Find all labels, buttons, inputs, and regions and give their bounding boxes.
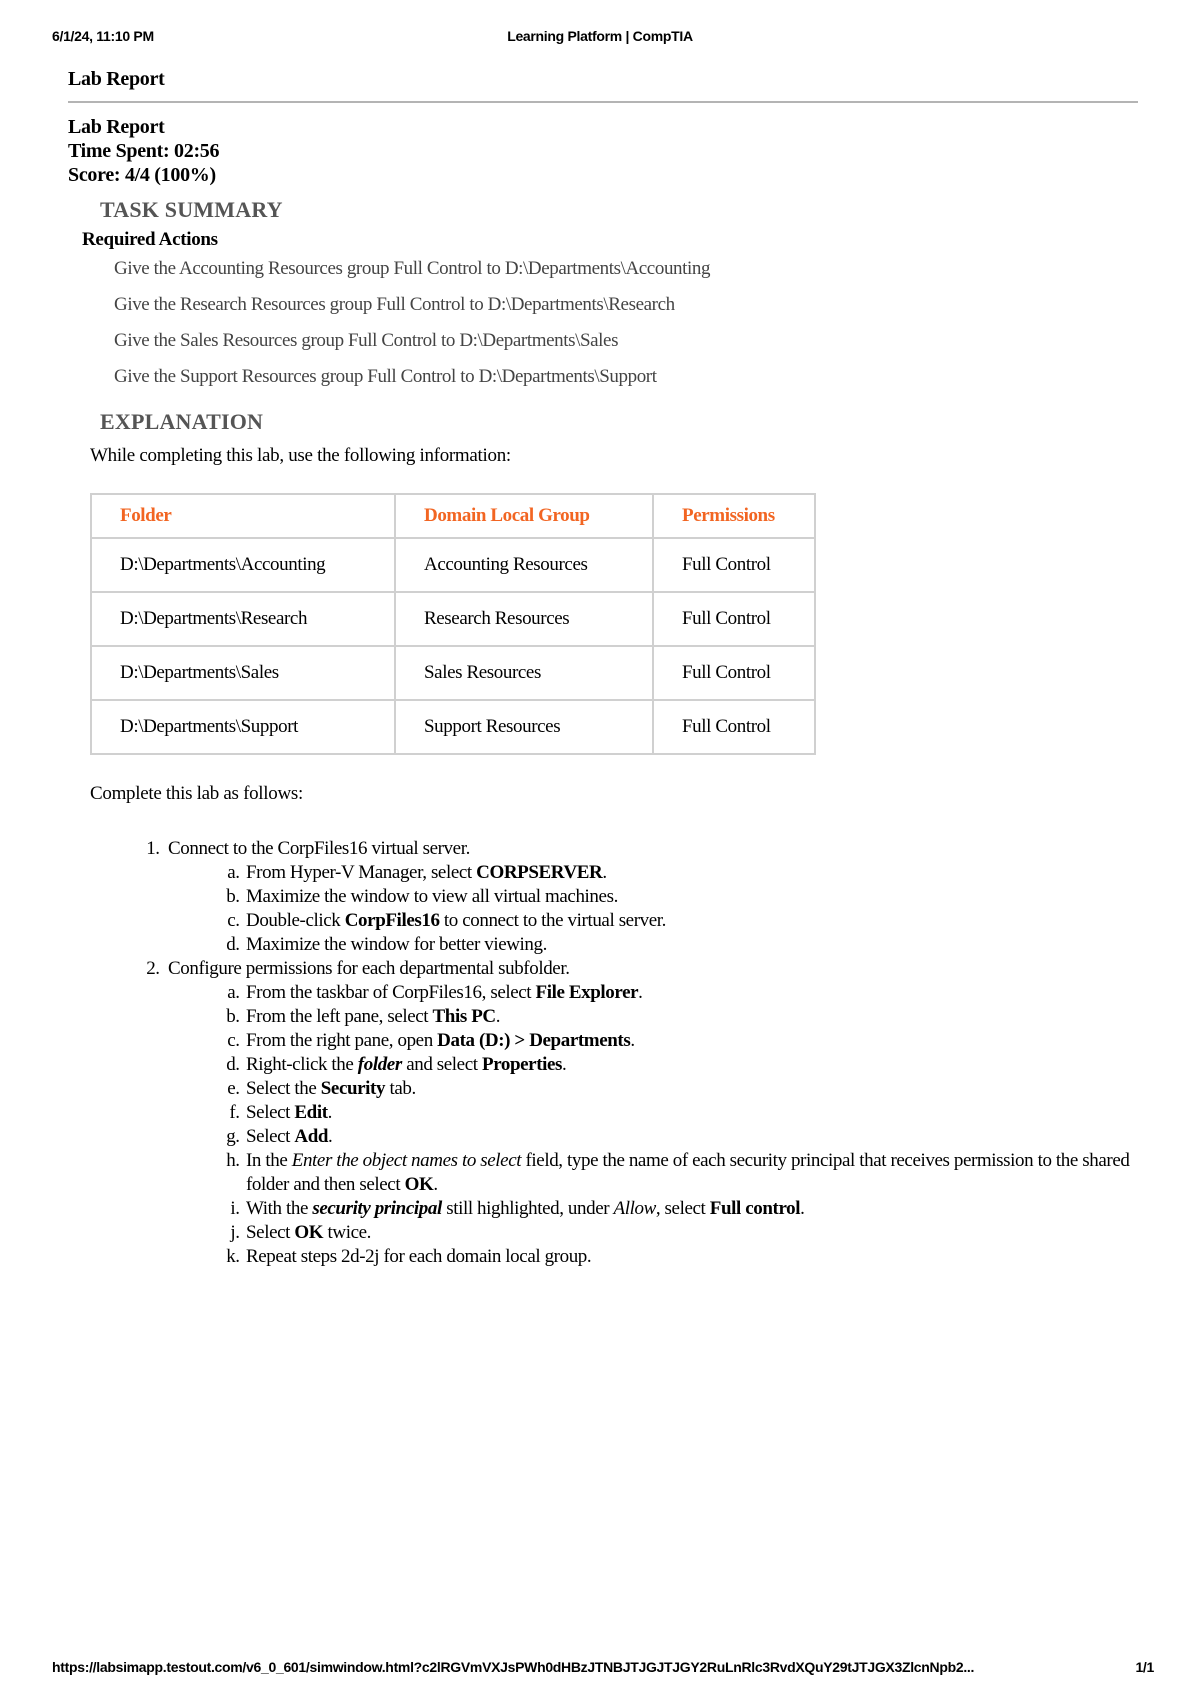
substep-text: , select [655,1198,710,1219]
substep-text: . [495,1006,501,1027]
divider [68,101,1138,103]
substep-text: Security [320,1078,386,1099]
substep-text: Select the [246,1078,321,1099]
print-page-title: Learning Platform | CompTIA [507,28,693,44]
substep-text: From the taskbar of CorpFiles16, select [246,982,536,1003]
column-header-group: Domain Local Group [395,494,653,538]
substep-list [168,981,1138,1269]
cell-folder: D:\Departments\Accounting [91,538,395,592]
substep-text: security principal [312,1198,442,1219]
print-header [0,28,1200,48]
substep-text: This PC [432,1006,496,1027]
substep-text: Maximize the window to view all virtual machines. [246,886,618,907]
table-row [91,646,815,700]
substep-text: Select [246,1126,295,1147]
substep-text: . [630,1030,635,1051]
page-number: 1/1 [1135,1659,1154,1675]
substep-item [244,933,1138,957]
substep-text: Allow [613,1198,656,1219]
substep-text: . [562,1054,567,1075]
substep-text: OK [294,1222,324,1243]
required-action: Give the Research Resources group Full Control to D:\Departments\Research [114,294,675,315]
report-heading: Lab Report [68,68,165,90]
cell-group: Support Resources [395,700,653,754]
required-actions-label: Required Actions [82,229,218,250]
required-action: Give the Support Resources group Full Control to D:\Departments\Support [114,366,657,387]
substep-text: twice. [323,1222,371,1243]
substep-item [244,1053,1138,1077]
substep-text: CORPSERVER [476,862,603,883]
substep-text: CorpFiles16 [344,910,440,931]
substep-item [244,1077,1138,1101]
substep-item [244,909,1138,933]
explanation-intro: While completing this lab, use the following information: [90,445,511,466]
cell-group: Accounting Resources [395,538,653,592]
substep-text: Add [294,1126,329,1147]
cell-folder: D:\Departments\Research [91,592,395,646]
cell-group: Research Resources [395,592,653,646]
substep-text: Edit [294,1102,328,1123]
substep-item [244,981,1138,1005]
substep-text: From the right pane, open [246,1030,438,1051]
task-summary-title: TASK SUMMARY [100,197,283,222]
table-row [91,538,815,592]
substep-item [244,1101,1138,1125]
column-header-folder: Folder [91,494,395,538]
print-footer [0,1659,1200,1679]
substep-item [244,861,1138,885]
info-table [90,493,816,755]
substep-text: field, type the name of each security principal that receives permission to the shared folder and then select [246,1150,1130,1195]
steps-list [68,837,1138,1269]
table-header-row [91,494,815,538]
print-date: 6/1/24, 11:10 PM [52,28,154,44]
substep-text: . [327,1102,332,1123]
table-row [91,592,815,646]
substep-text: From Hyper-V Manager, select [246,862,477,883]
substep-text: OK [404,1174,434,1195]
report-title: Lab Report [68,116,165,138]
substep-text: folder [357,1054,402,1075]
cell-permissions: Full Control [653,538,815,592]
cell-permissions: Full Control [653,646,815,700]
substep-text: . [602,862,607,883]
substep-text: Enter the object names to select [291,1150,522,1171]
lab-report-content [68,68,1138,1269]
report-meta [68,115,1138,187]
substep-text: File Explorer [535,982,639,1003]
substep-list [168,861,1138,957]
explanation-title: EXPLANATION [100,409,264,434]
cell-permissions: Full Control [653,700,815,754]
step-item [164,957,1138,1269]
cell-permissions: Full Control [653,592,815,646]
required-action: Give the Sales Resources group Full Control to D:\Departments\Sales [114,330,619,351]
cell-folder: D:\Departments\Sales [91,646,395,700]
substep-text: Maximize the window for better viewing. [246,934,547,955]
substep-item [244,1125,1138,1149]
substep-text: With the [246,1198,313,1219]
substep-text: Select [246,1222,295,1243]
complete-label: Complete this lab as follows: [90,783,303,804]
step-text: Connect to the CorpFiles16 virtual server. [168,838,470,859]
substep-text: and select [401,1054,482,1075]
substep-text: . [638,982,643,1003]
score: Score: 4/4 (100%) [68,164,216,186]
substep-text: In the [246,1150,292,1171]
column-header-permissions: Permissions [653,494,815,538]
substep-text: Select [246,1102,295,1123]
substep-text: . [800,1198,805,1219]
substep-text: . [433,1174,438,1195]
required-action: Give the Accounting Resources group Full Control to D:\Departments\Accounting [114,258,711,279]
substep-text: Double-click [246,910,345,931]
substep-text: tab. [385,1078,416,1099]
substep-text: . [328,1126,333,1147]
step-text: Configure permissions for each departmental subfolder. [168,958,570,979]
substep-text: to connect to the virtual server. [439,910,667,931]
cell-folder: D:\Departments\Support [91,700,395,754]
substep-text: Full control [709,1198,801,1219]
step-item [164,837,1138,957]
substep-text: Data (D:) > Departments [437,1030,631,1051]
required-actions-list [68,251,1138,395]
substep-item [244,1221,1138,1245]
substep-item [244,1197,1138,1221]
substep-text: Properties [481,1054,563,1075]
table-row [91,700,815,754]
substep-item [244,1245,1138,1269]
cell-group: Sales Resources [395,646,653,700]
substep-text: Repeat steps 2d-2j for each domain local group. [246,1246,592,1267]
substep-text: From the left pane, select [246,1006,433,1027]
substep-text: Right-click the [246,1054,358,1075]
substep-item [244,885,1138,909]
time-spent: Time Spent: 02:56 [68,140,220,162]
print-url: https://labsimapp.testout.com/v6_0_601/simwindow.html?c2lRGVmVXJsPWh0dHBzJTNBJTJGJTJGY2RuLnRlc3RvdXQuY29tJTJGX3ZlcnNpb2... [52,1659,975,1675]
substep-item [244,1005,1138,1029]
substep-item [244,1149,1138,1197]
substep-item [244,1029,1138,1053]
substep-text: still highlighted, under [441,1198,614,1219]
